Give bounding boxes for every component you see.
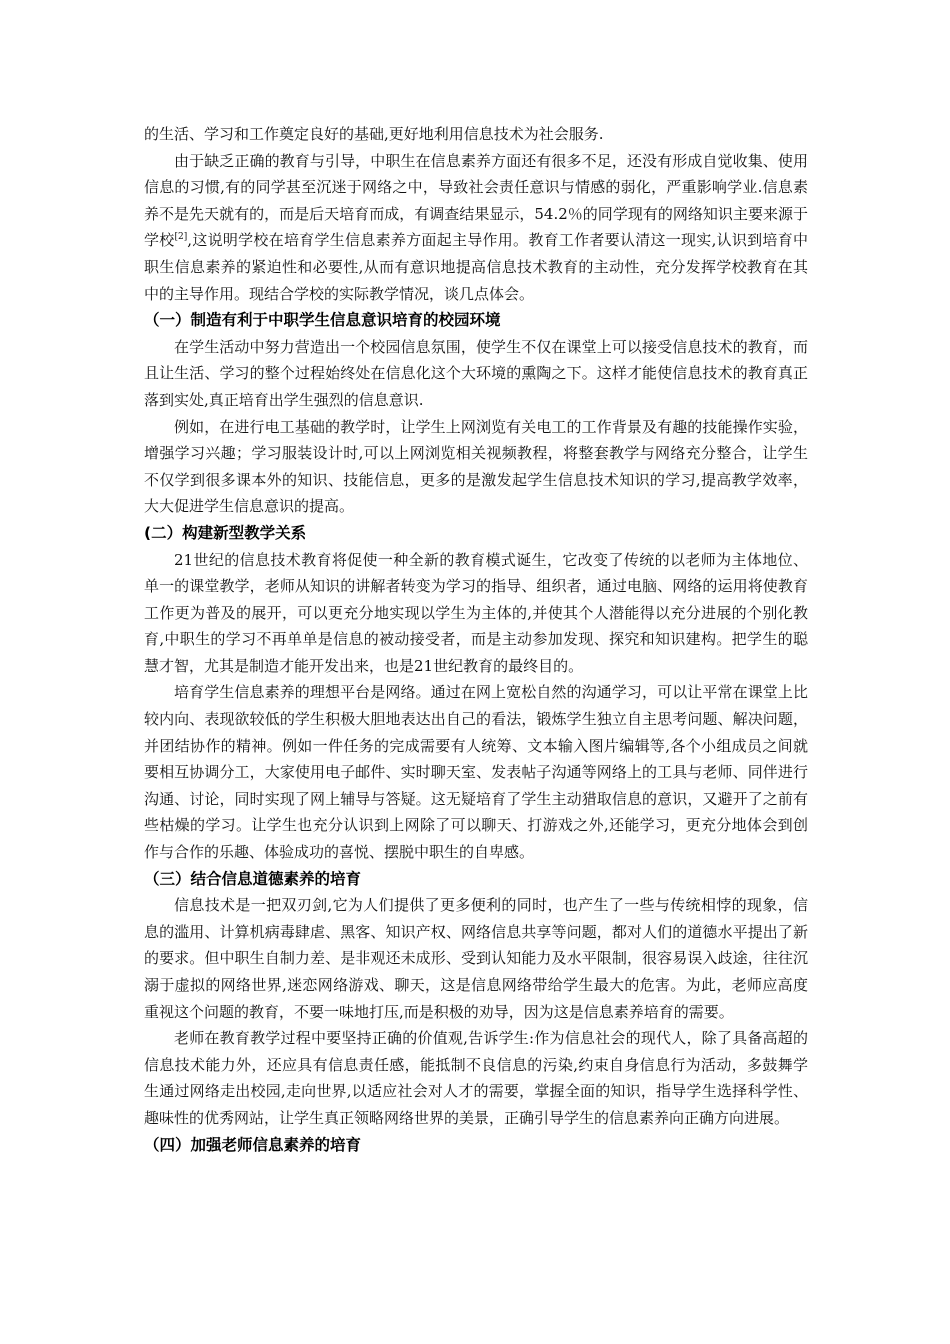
paragraph: 例如，在进行电工基础的教学时，让学生上网浏览有关电工的工作背景及有趣的技能操作实验，增强学习兴趣；学习服装设计时,可以上网浏览相关视频教程，将整套教学与网络充分整合，让学生不仅学到很多课本外的知识、技能信息，更多的是激发起学生信息技术知识的学习,提高教学效率，大大促进学生信息意识的提高。: [144, 417, 808, 516]
paragraph-with-citation: [144, 148, 808, 308]
paragraph-text: ,这说明学校在培育学生信息素养方面起主导作用。教育工作者要认清这一现实,认识到培育中职生信息素养的紧迫性和必要性,从而有意识地提高信息技术教育的主动性，充分发挥学校教育在其中的主导作用。现结合学校的实际教学情况，谈几点体会。: [144, 231, 808, 303]
citation-marker: [2]: [174, 232, 188, 243]
paragraph: 信息技术是一把双刃剑,它为人们提供了更多便利的同时，也产生了一些与传统相悖的现象，信息的滥用、计算机病毒肆虐、黑客、知识产权、网络信息共享等问题，都对人们的道德水平提出了新的要求。但中职生自制力差、是非观还未成形、受到认知能力及水平限制，很容易误入歧途，往往沉溺于虚拟的网络世界,迷恋网络游戏、聊天，这是信息网络带给学生最大的危害。为此，老师应高度重视这个问题的教育，不要一味地打压,而是积极的劝导，因为这是信息素养培育的需要。: [144, 896, 808, 1021]
section-heading-3: （三）结合信息道德素养的培育: [144, 869, 362, 888]
section-heading-4: （四）加强老师信息素养的培育: [144, 1135, 362, 1154]
paragraph: 老师在教育教学过程中要坚持正确的价值观,告诉学生:作为信息社会的现代人，除了具备高超的信息技术能力外，还应具有信息责任感，能抵制不良信息的污染,约束自身信息行为活动，多鼓舞学生通过网络走出校园,走向世界,以适应社会对人才的需要，掌握全面的知识，指导学生选择科学性、趣味性的优秀网站，让学生真正领略网络世界的美景，正确引导学生的信息素养向正确方向进展。: [144, 1029, 808, 1127]
section-heading-1: （一）制造有利于中职学生信息意识培育的校园环境: [144, 311, 501, 330]
paragraph: 培育学生信息素养的理想平台是网络。通过在网上宽松自然的沟通学习，可以让平常在课堂上比较内向、表现欲较低的学生积极大胆地表达出自己的看法，锻炼学生独立自主思考问题、解决问题，并团结协作的精神。例如一件任务的完成需要有人统筹、文本输入图片编辑等,各个小组成员之间就要相互协调分工，大家使用电子邮件、实时聊天室、发表帖子沟通等网络上的工具与老师、同伴进行沟通、讨论，同时实现了网上辅导与答疑。这无疑培育了学生主动猎取信息的意识，又避开了之前有些枯燥的学习。让学生也充分认识到上网除了可以聊天、打游戏之外,还能学习，更充分地体会到创作与合作的乐趣、体验成功的喜悦、摆脱中职生的自卑感。: [144, 683, 808, 862]
section-heading-2: (二）构建新型教学关系: [144, 523, 307, 542]
paragraph: 的生活、学习和工作奠定良好的基础,更好地利用信息技术为社会服务.: [144, 125, 604, 143]
paragraph: 在学生活动中努力营造出一个校园信息氛围，使学生不仅在课堂上可以接受信息技术的教育，而且让生活、学习的整个过程始终处在信息化这个大环境的熏陶之下。这样才能使信息技术的教育真正落到实处,真正培育出学生强烈的信息意识.: [144, 337, 808, 409]
paragraph-text: 由于缺乏正确的教育与引导，中职生在信息素养方面还有很多不足，还没有形成自觉收集、使用信息的习惯,有的同学甚至沉迷于网络之中，导致社会责任意识与情感的弱化，严重影响学业.信息素养不是先天就有的，而是后天培育而成，有调查结果显示，54.2％的同学现有的网络知识主要来源于学校: [144, 151, 808, 250]
paragraph: 21世纪的信息技术教育将促使一种全新的教育模式诞生，它改变了传统的以老师为主体地位、单一的课堂教学，老师从知识的讲解者转变为学习的指导、组织者，通过电脑、网络的运用将使教育工作更为普及的展开，可以更充分地实现以学生为主体的,并使其个人潜能得以充分进展的个别化教育,中职生的学习不再单单是信息的被动接受者，而是主动参加发现、探究和知识建构。把学生的聪慧才智，尤其是制造才能开发出来，也是21世纪教育的最终目的。: [144, 550, 808, 675]
document-body: [144, 121, 808, 1158]
